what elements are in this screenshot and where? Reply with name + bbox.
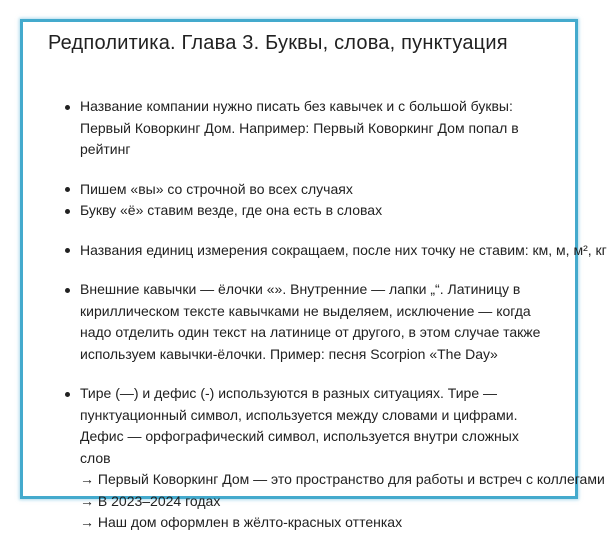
- rule-text: Тире (—) и дефис (-) используются в разных ситуациях. Тире — пунктуационный символ, используется между словами и цифрами. Дефис — орфографический символ, используется внутри сложных слов: [80, 385, 519, 466]
- rule-item-company-name: Название компании нужно писать без кавычек и с большой буквы: Первый Коворкинг Дом. Например: Первый Коворкинг Дом попал в рейтинг: [80, 96, 552, 161]
- rule-group-company-name: [80, 96, 552, 161]
- page-title: Редполитика. Глава 3. Буквы, слова, пунктуация: [48, 32, 508, 54]
- rule-item-vy-lowercase: Пишем «вы» со строчной во всех случаях: [80, 179, 552, 201]
- rule-group-dash-hyphen: [80, 383, 605, 534]
- rule-item-yo-letter: Букву «ё» ставим везде, где она есть в словах: [80, 200, 552, 222]
- rule-group-quotes: [80, 279, 552, 365]
- example-line-coworking: → Первый Коворкинг Дом — это пространство для работы и встреч с коллегами: [80, 471, 605, 487]
- rules-content: [48, 96, 607, 534]
- editorial-policy-card: [20, 19, 607, 530]
- rule-item-dash-hyphen: [80, 383, 605, 534]
- example-line-colors: → Наш дом оформлен в жёлто-красных оттенках: [80, 514, 403, 530]
- card-inner: [23, 22, 607, 534]
- rule-group-units: [80, 240, 607, 262]
- example-line-years: → В 2023–2024 годах: [80, 492, 221, 509]
- rule-item-measurement-units: Названия единиц измерения сокращаем, после них точку не ставим: км, м, м², кг: [80, 240, 552, 262]
- rule-group-letters: [80, 179, 552, 222]
- rule-item-quotation-marks: Внешние кавычки — ёлочки «». Внутренние — лапки „“. Латиницу в кириллическом тексте кавычками не выделяем, исключение — когда надо отделить один текст на латинице от другого, в этом случае также используем кавычки-ёлочки. Пример: песня Scorpion «The Day»: [80, 279, 552, 365]
